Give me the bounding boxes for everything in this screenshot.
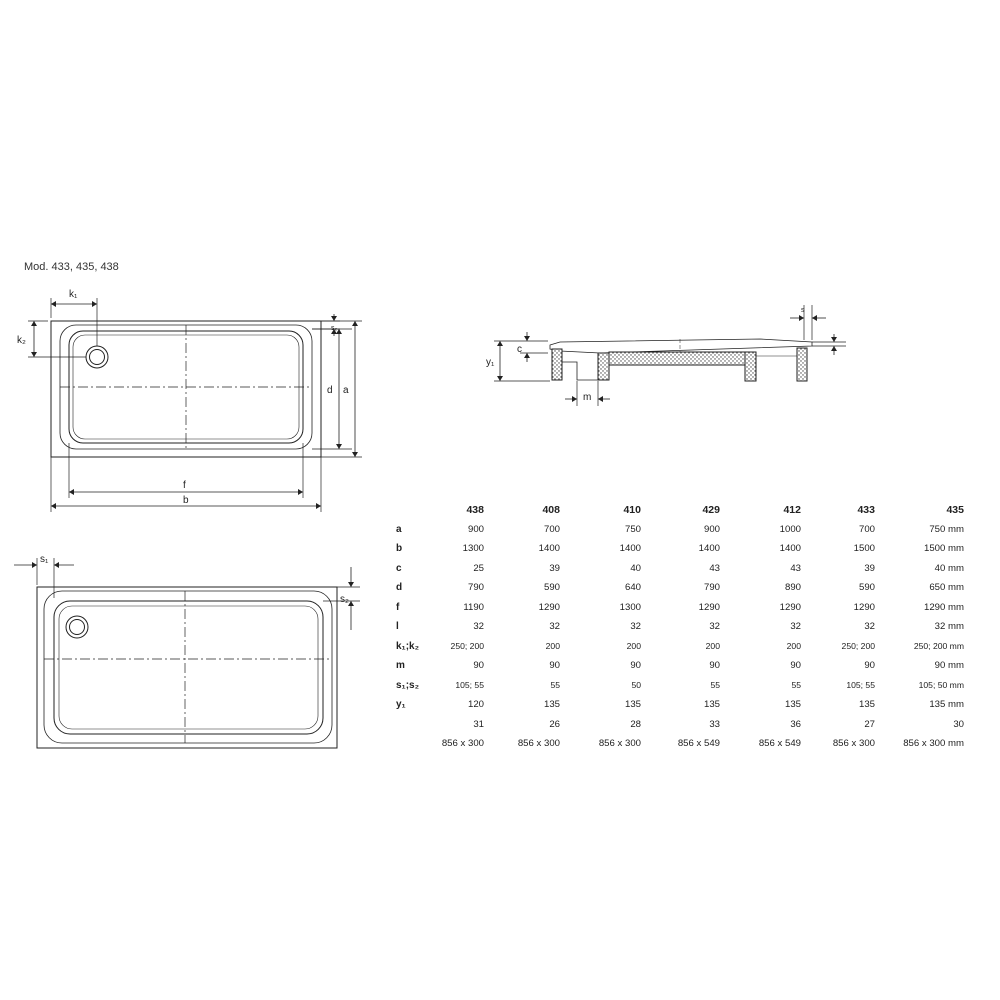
row-label: f [396,601,400,613]
label-s1: s₁ [40,554,49,565]
table-cell: 135 [784,699,801,711]
table-cell: 1190 [463,601,484,613]
table-cell: 590 [543,582,560,594]
row-label: l [396,621,399,633]
support-body [609,352,745,365]
table-cell: 31 [473,718,484,730]
table-cell: 55 [550,680,560,691]
table-cell: 750 mm [929,523,964,535]
row-label [396,715,432,735]
table-cell: 1290 [538,601,560,613]
table-cell: 32 mm [934,621,964,633]
label-s2-top: s₂ [331,325,338,332]
support-drain [598,353,609,380]
table-cell: 1000 [779,523,801,535]
model-header: 429 [702,503,720,516]
table-cell: 856 x 300 [598,738,641,750]
model-header: 435 [946,503,964,516]
drain-pipe [562,362,598,380]
row-label: m [396,660,405,672]
label-c: c [517,344,522,355]
table-cell: 1500 mm [924,543,964,555]
table-cell: 90 mm [934,660,964,672]
label-s: s [801,307,805,314]
table-cell: 90 [790,660,801,672]
row-label: c [396,562,402,574]
table-cell: 30 [953,718,964,730]
table-cell: 25 [473,562,484,574]
table-cell: 650 mm [929,582,964,594]
model-header: 410 [623,503,641,516]
table-cell: 890 [784,582,801,594]
drain-inner-icon [90,350,105,365]
label-s2-bottom: s₂ [340,594,349,605]
table-cell: 36 [790,718,801,730]
plan-view-top [28,298,362,512]
table-cell: 32 [473,621,484,633]
table-cell: 39 [864,562,875,574]
table-cell: 27 [864,718,875,730]
table-cell: 200 [545,641,560,652]
table-cell: 1400 [698,543,720,555]
table-cell: 1500 [853,543,875,555]
table-cell: 32 [790,621,801,633]
table-cell: 28 [630,718,641,730]
table-cell: 135 [858,699,875,711]
table-row [396,578,964,598]
table-cell: 55 [791,680,801,691]
label-a: a [343,385,349,396]
row-label: a [396,523,402,535]
table-cell: 90 [549,660,560,672]
table-row [396,676,964,696]
table-cell: 1290 mm [924,601,964,613]
table-cell: 200 [786,641,801,652]
row-label: k₁;k₂ [396,640,420,652]
table-row [396,598,964,618]
table-cell: 105; 55 [455,680,484,691]
tray-outline-alt [37,587,337,748]
table-cell: 1290 [853,601,875,613]
table-cell: 90 [630,660,641,672]
table-cell: 135 mm [929,699,964,711]
table-cell: 200 [626,641,641,652]
table-cell: 32 [709,621,720,633]
table-row [396,520,964,540]
table-cell: 1400 [619,543,641,555]
plan-view-bottom [14,558,360,748]
tray-basin-alt [54,601,323,734]
support-mid-right [745,352,756,381]
support-right [797,348,807,381]
tray-rim-alt [44,591,332,743]
table-cell: 120 [467,699,484,711]
row-label: s₁;s₂ [396,679,420,691]
table-cell: 43 [709,562,720,574]
table-row [396,715,964,735]
table-row [396,539,964,559]
table-cell: 1400 [538,543,560,555]
table-row [396,617,964,637]
model-header: 438 [466,503,484,516]
label-f: f [183,480,186,491]
table-cell: 105; 55 [846,680,875,691]
tray-profile [550,339,812,353]
table-cell: 39 [549,562,560,574]
table-cell: 40 mm [934,562,964,574]
table-cell: 32 [630,621,641,633]
support-left [552,349,562,380]
table-cell: 1290 [698,601,720,613]
table-cell: 43 [790,562,801,574]
label-b: b [183,495,189,506]
table-row [396,637,964,657]
table-cell: 55 [710,680,720,691]
model-title: Mod. 433, 435, 438 [24,261,119,273]
table-cell: 1290 [779,601,801,613]
row-label: y₁ [396,699,406,711]
table-cell: 32 [864,621,875,633]
table-cell: 1300 [619,601,641,613]
label-y1: y₁ [486,357,495,368]
label-k1: k₁ [69,289,78,300]
table-cell: 700 [543,523,560,535]
table-row [396,656,964,676]
drain-inner-icon-alt [70,620,85,635]
table-cell: 33 [709,718,720,730]
table-cell: 40 [630,562,641,574]
row-label [396,734,432,754]
table-cell: 135 [703,699,720,711]
table-cell: 105; 50 mm [918,680,964,691]
table-cell: 135 [624,699,641,711]
table-cell: 90 [709,660,720,672]
table-cell: 1300 [462,543,484,555]
table-cell: 135 [543,699,560,711]
table-cell: 640 [624,582,641,594]
label-m: m [583,392,592,403]
table-cell: 90 [473,660,484,672]
table-row [396,559,964,579]
table-cell: 32 [549,621,560,633]
table-cell: 1400 [779,543,801,555]
label-d: d [327,385,333,396]
model-header: 412 [783,503,801,516]
table-header-row [396,500,964,520]
table-cell: 790 [703,582,720,594]
label-k2: k₂ [17,335,26,346]
plan-view-bottom-labels [40,554,349,605]
table-cell: 250; 200 [841,641,875,652]
table-cell: 900 [467,523,484,535]
table-cell: 856 x 549 [677,738,720,750]
table-cell: 90 [864,660,875,672]
row-label: d [396,582,403,594]
dimensions-table [396,500,964,754]
table-cell: 856 x 300 [441,738,484,750]
model-header: 433 [857,503,875,516]
table-cell: 856 x 549 [758,738,801,750]
table-cell: 250; 200 [450,641,484,652]
table-cell: 250; 200 mm [913,641,964,652]
table-cell: 900 [703,523,720,535]
table-cell: 200 [705,641,720,652]
table-cell: 26 [549,718,560,730]
table-cell: 50 [631,680,641,691]
table-cell: 856 x 300 mm [903,738,964,750]
table-header-corner [396,500,432,520]
row-label: b [396,543,403,555]
table-cell: 856 x 300 [832,738,875,750]
model-header: 408 [542,503,560,516]
table-row [396,695,964,715]
table-row [396,734,964,754]
table-cell: 856 x 300 [517,738,560,750]
table-cell: 700 [858,523,875,535]
tray-basin-inner-alt [59,606,318,729]
section-view [494,305,846,406]
table-cell: 590 [858,582,875,594]
table-cell: 790 [467,582,484,594]
table-cell: 750 [624,523,641,535]
